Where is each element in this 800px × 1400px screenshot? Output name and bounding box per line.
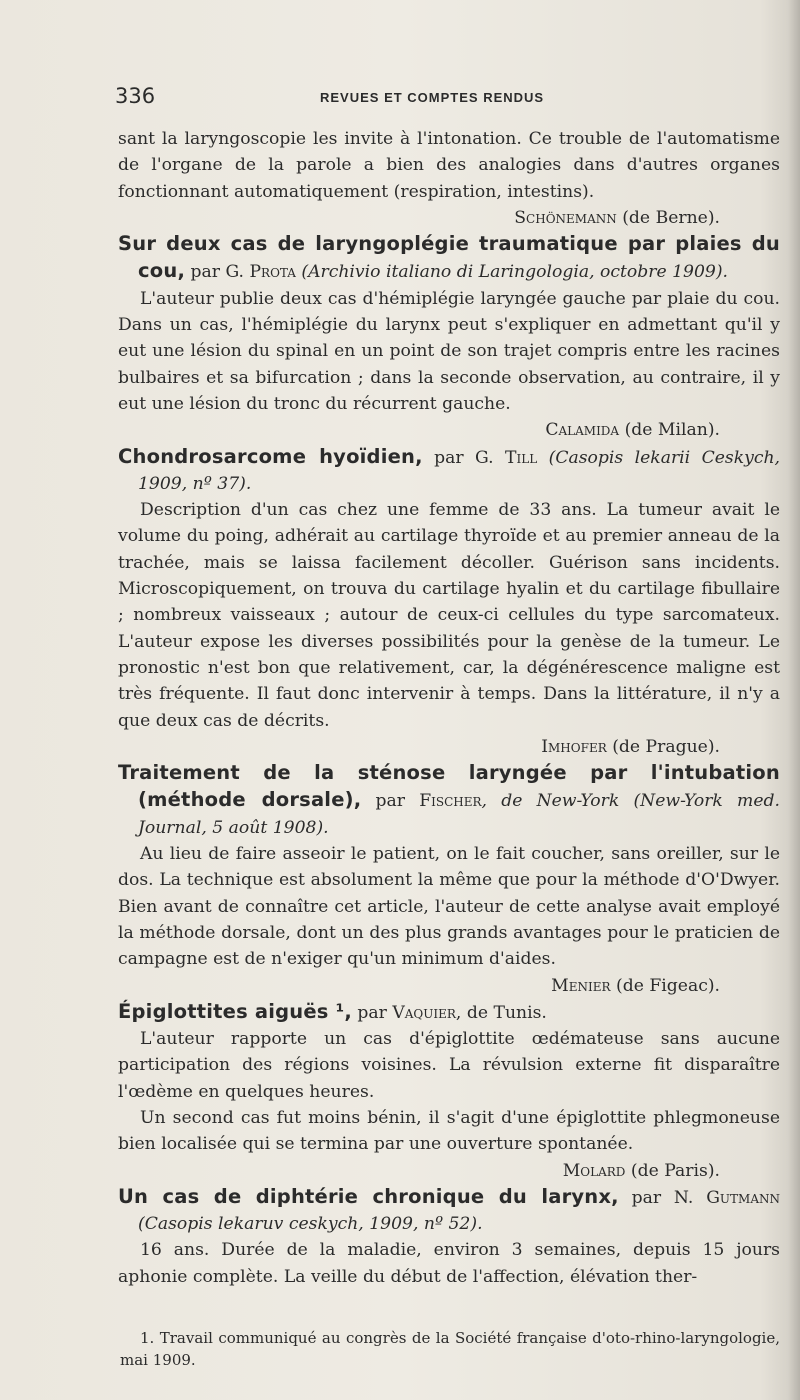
review-title: Épiglottites aiguës ¹, — [118, 999, 352, 1023]
author-name: Fischer — [419, 791, 482, 812]
review-body: 16 ans. Durée de la maladie, environ 3 semaines, depuis 15 jours aphonie complète. La veille du début de l'affection, élévation ther- — [118, 1240, 780, 1287]
source-citation: , de New-York (New-York med. Journal, 5 août 1908). — [138, 791, 780, 838]
author-name: Gutmann — [706, 1187, 780, 1208]
author-name: Prota — [249, 262, 296, 283]
source-citation: , de Tunis. — [455, 1002, 547, 1023]
by-text: par N. — [618, 1187, 707, 1208]
reviewer-place: (de Milan). — [619, 420, 720, 441]
review-body: Description d'un cas chez une femme de 33 ans. La tumeur avait le volume du poing, adhérait au cartilage thyroïde et au premier anneau de la trachée, mais se laissa facilement décoller. Guérison sans incidents. Microscopiquement, on trouva du cartilage hyalin et du cartilage fibullaire ; nombreux vaisseaux ; autour de ceux-ci cellules du type sarcomateux. L'auteur expose les diverses possibilités pour la genèse de la tumeur. Le pronostic n'est bon que relativement, car, la dégénérescence maligne est très fréquente. Il faut donc intervenir à temps. Dans la littérature, il n'y a que deux cas de décrits. — [118, 500, 780, 731]
reviewer-name: Molard — [562, 1160, 626, 1181]
author-name: Vaquier — [392, 1002, 456, 1023]
reviewer-name: Menier — [551, 975, 611, 996]
review-heading — [118, 444, 780, 498]
reviewer-name: Imhofer — [541, 736, 607, 757]
review-title: Chondrosarcome hyoïdien, — [118, 444, 423, 468]
source-citation: (Casopis lekaruv ceskych, 1909, nº 52). — [138, 1214, 483, 1235]
review-body: Un second cas fut moins bénin, il s'agit d'une épiglottite phlegmoneuse bien localisée qui se termina par une ouverture spontanée. — [118, 1107, 780, 1155]
review-title: Sur deux cas de laryngoplégie traumatique par plaies du cou, — [118, 232, 780, 283]
review-heading — [118, 760, 780, 841]
reviewer-place: (de Figeac). — [610, 975, 720, 996]
review-signature — [118, 417, 780, 443]
review-body: Au lieu de faire asseoir le patient, on le fait coucher, sans oreiller, sur le dos. La technique est absolument la même que pour la méthode d'O'Dwyer. Bien avant de connaître cet article, l'auteur de cette analyse avait employé la méthode dorsale, dont un des plus grands avantages pour le praticien de campagne est de n'exiger qu'un minimum d'aides. — [118, 844, 780, 970]
article-body — [118, 126, 780, 1290]
review-signature — [118, 734, 780, 760]
page-header — [115, 84, 780, 114]
by-text: par G. — [185, 262, 250, 283]
review-body: L'auteur publie deux cas d'hémiplégie laryngée gauche par plaie du cou. Dans un cas, l'hémiplégie du larynx peut s'expliquer en admettant qu'il y eut une lésion du spinal en un point de son trajet compris entre les racines bulbaires et sa bifurcation ; dans la seconde observation, au contraire, il y eut une lésion du tronc du récurrent gauche. — [118, 288, 780, 414]
reviewer-name: Schönemann — [514, 207, 617, 228]
intro-paragraph: sant la laryngoscopie les invite à l'intonation. Ce trouble de l'automatisme de l'organe de la parole a bien des analogies dans d'autres organes fonctionnant automatiquement (respiration, intestins). — [118, 129, 780, 202]
review-title: Un cas de diphtérie chronique du larynx, — [118, 1184, 619, 1208]
reviewer-place: (de Paris). — [625, 1160, 720, 1181]
footnote — [120, 1327, 780, 1371]
review-signature — [118, 1158, 780, 1184]
by-text: par — [361, 791, 420, 812]
by-text: par G. — [422, 447, 506, 468]
source-citation: (Archivio italiano di Laringologia, octobre 1909). — [295, 262, 728, 283]
reviewer-place: (de Berne). — [616, 207, 720, 228]
reviewer-name: Calamida — [545, 420, 620, 441]
running-head: REVUES ET COMPTES RENDUS — [320, 90, 545, 105]
review-heading — [118, 999, 780, 1026]
scan-shadow-edge — [788, 0, 800, 1400]
reviewer-place: (de Prague). — [606, 736, 720, 757]
page-number: 336 — [115, 84, 156, 108]
footnote-text: 1. Travail communiqué au congrès de la Société française d'oto-rhino-laryngologie, mai 1909. — [120, 1329, 780, 1369]
review-signature — [118, 973, 780, 999]
by-text: par — [351, 1002, 393, 1023]
review-heading — [118, 1184, 780, 1238]
review-body: L'auteur rapporte un cas d'épiglottite œdémateuse sans aucune participation des régions voisines. La révulsion externe fit disparaître l'œdème en quelques heures. — [118, 1029, 780, 1102]
review-title: Traitement de la sténose laryngée par l'intubation (méthode dorsale), — [118, 761, 780, 812]
review-heading — [118, 231, 780, 286]
source-citation: (Casopis lekarii Ceskych, 1909, nº 37). — [138, 447, 781, 494]
author-name: Till — [505, 447, 538, 468]
review-signature — [118, 205, 780, 231]
